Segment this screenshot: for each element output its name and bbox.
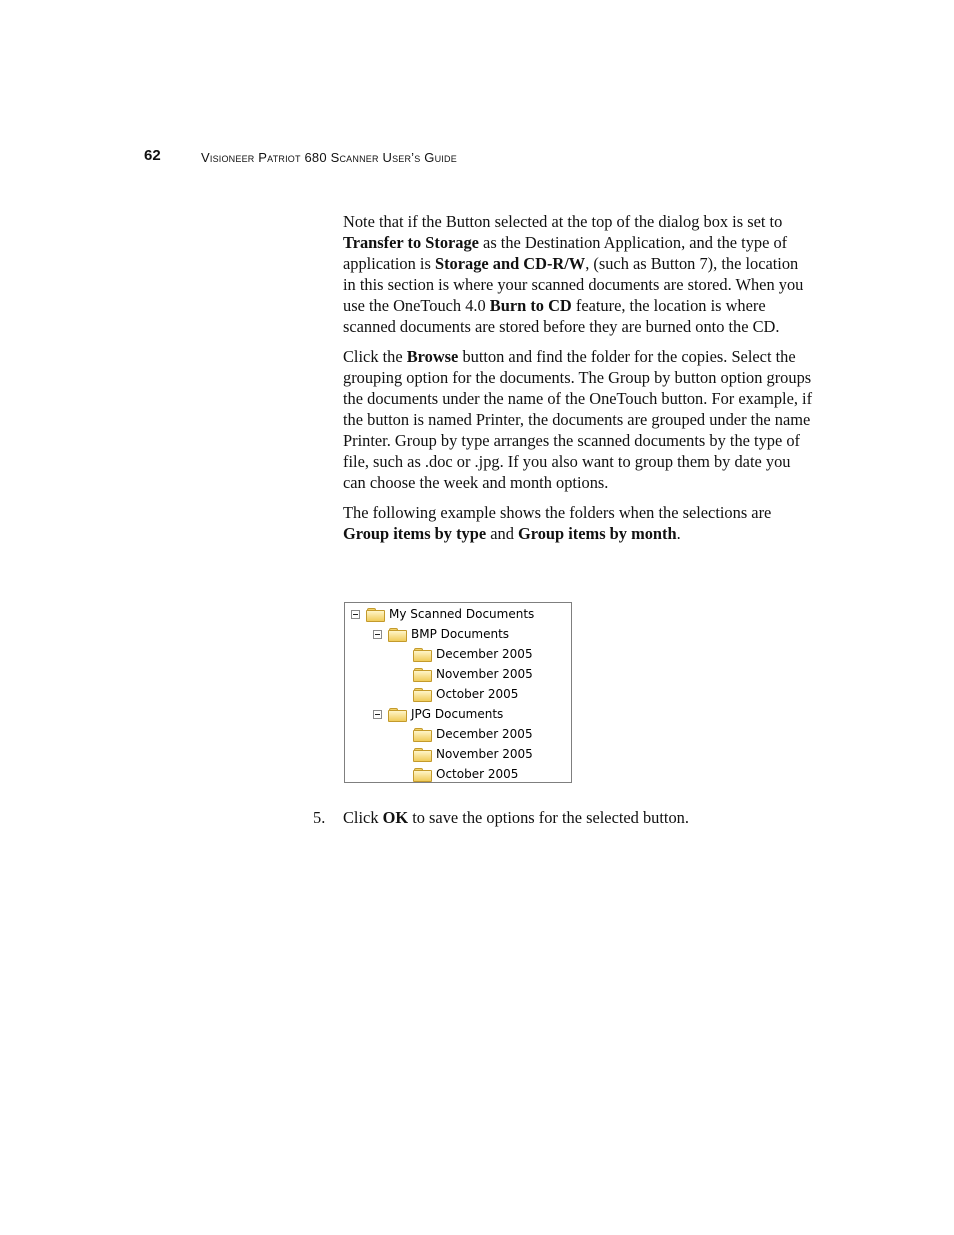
tree-node-label: My Scanned Documents [389, 607, 535, 621]
tree-node-label: JPG Documents [411, 707, 504, 721]
tree-node-label: December 2005 [436, 727, 533, 741]
bold-term: Group items by month [518, 524, 677, 543]
step-5: 5. Click OK to save the options for the selected button. [313, 808, 689, 827]
tree-node-label: October 2005 [436, 687, 519, 701]
folder-icon [413, 728, 431, 741]
folder-icon [413, 648, 431, 661]
tree-node-leaf[interactable] [413, 684, 518, 704]
folder-icon [366, 608, 384, 621]
tree-node-leaf[interactable] [413, 744, 533, 764]
folder-icon [388, 628, 406, 641]
running-head-title: Visioneer Patriot 680 Scanner User’s Guide [201, 150, 457, 165]
tree-node-group[interactable] [373, 704, 503, 724]
tree-node-group[interactable] [373, 624, 509, 644]
bold-term: Transfer to Storage [343, 233, 479, 252]
tree-node-label: October 2005 [436, 767, 519, 781]
paragraph-example: The following example shows the folders when the selections are Group items by type and Group items by month. [343, 503, 772, 543]
tree-node-leaf[interactable] [413, 664, 533, 684]
tree-node-root[interactable] [351, 604, 534, 624]
paragraph-storage-location: Note that if the Button selected at the top of the dialog box is set to Transfer to Storage as the Destination Application, and the type of application is Storage and CD-R/W, (such as Button 7), the location in this section is where your scanned documents are stored. When you use the OneTouch 4.0 Burn to CD feature, the location is where scanned documents are stored before they are burned onto the CD. [343, 212, 804, 336]
tree-node-label: BMP Documents [411, 627, 510, 641]
folder-tree-screenshot [344, 602, 572, 783]
tree-node-label: November 2005 [436, 667, 533, 681]
step-number: 5. [313, 808, 326, 827]
paragraph-browse: Click the Browse button and find the folder for the copies. Select the grouping option for the documents. The Group by button option groups the documents under the name of the OneTouch button. For example, if the button is named Printer, the documents are grouped under the name Printer. Group by type arranges the scanned documents by the type of file, such as .doc or .jpg. If you also want to group them by date you can choose the week and month options. [343, 347, 813, 492]
tree-node-label: December 2005 [436, 647, 533, 661]
folder-icon [413, 768, 431, 781]
bold-term: OK [382, 808, 409, 827]
bold-term: Burn to CD [489, 296, 572, 315]
folder-icon [388, 708, 406, 721]
tree-node-leaf[interactable] [413, 724, 533, 744]
tree-node-leaf[interactable] [413, 764, 518, 784]
bold-term: Storage and CD-R/W [434, 254, 586, 273]
page-number: 62 [144, 147, 161, 164]
tree-node-leaf[interactable] [413, 644, 533, 664]
collapse-icon[interactable] [373, 630, 382, 639]
body-text [343, 211, 813, 553]
folder-icon [413, 688, 431, 701]
folder-icon [413, 668, 431, 681]
tree-node-label: November 2005 [436, 747, 533, 761]
collapse-icon[interactable] [351, 610, 360, 619]
bold-term: Browse [406, 347, 459, 366]
folder-icon [413, 748, 431, 761]
collapse-icon[interactable] [373, 710, 382, 719]
bold-term: Group items by type [343, 524, 487, 543]
